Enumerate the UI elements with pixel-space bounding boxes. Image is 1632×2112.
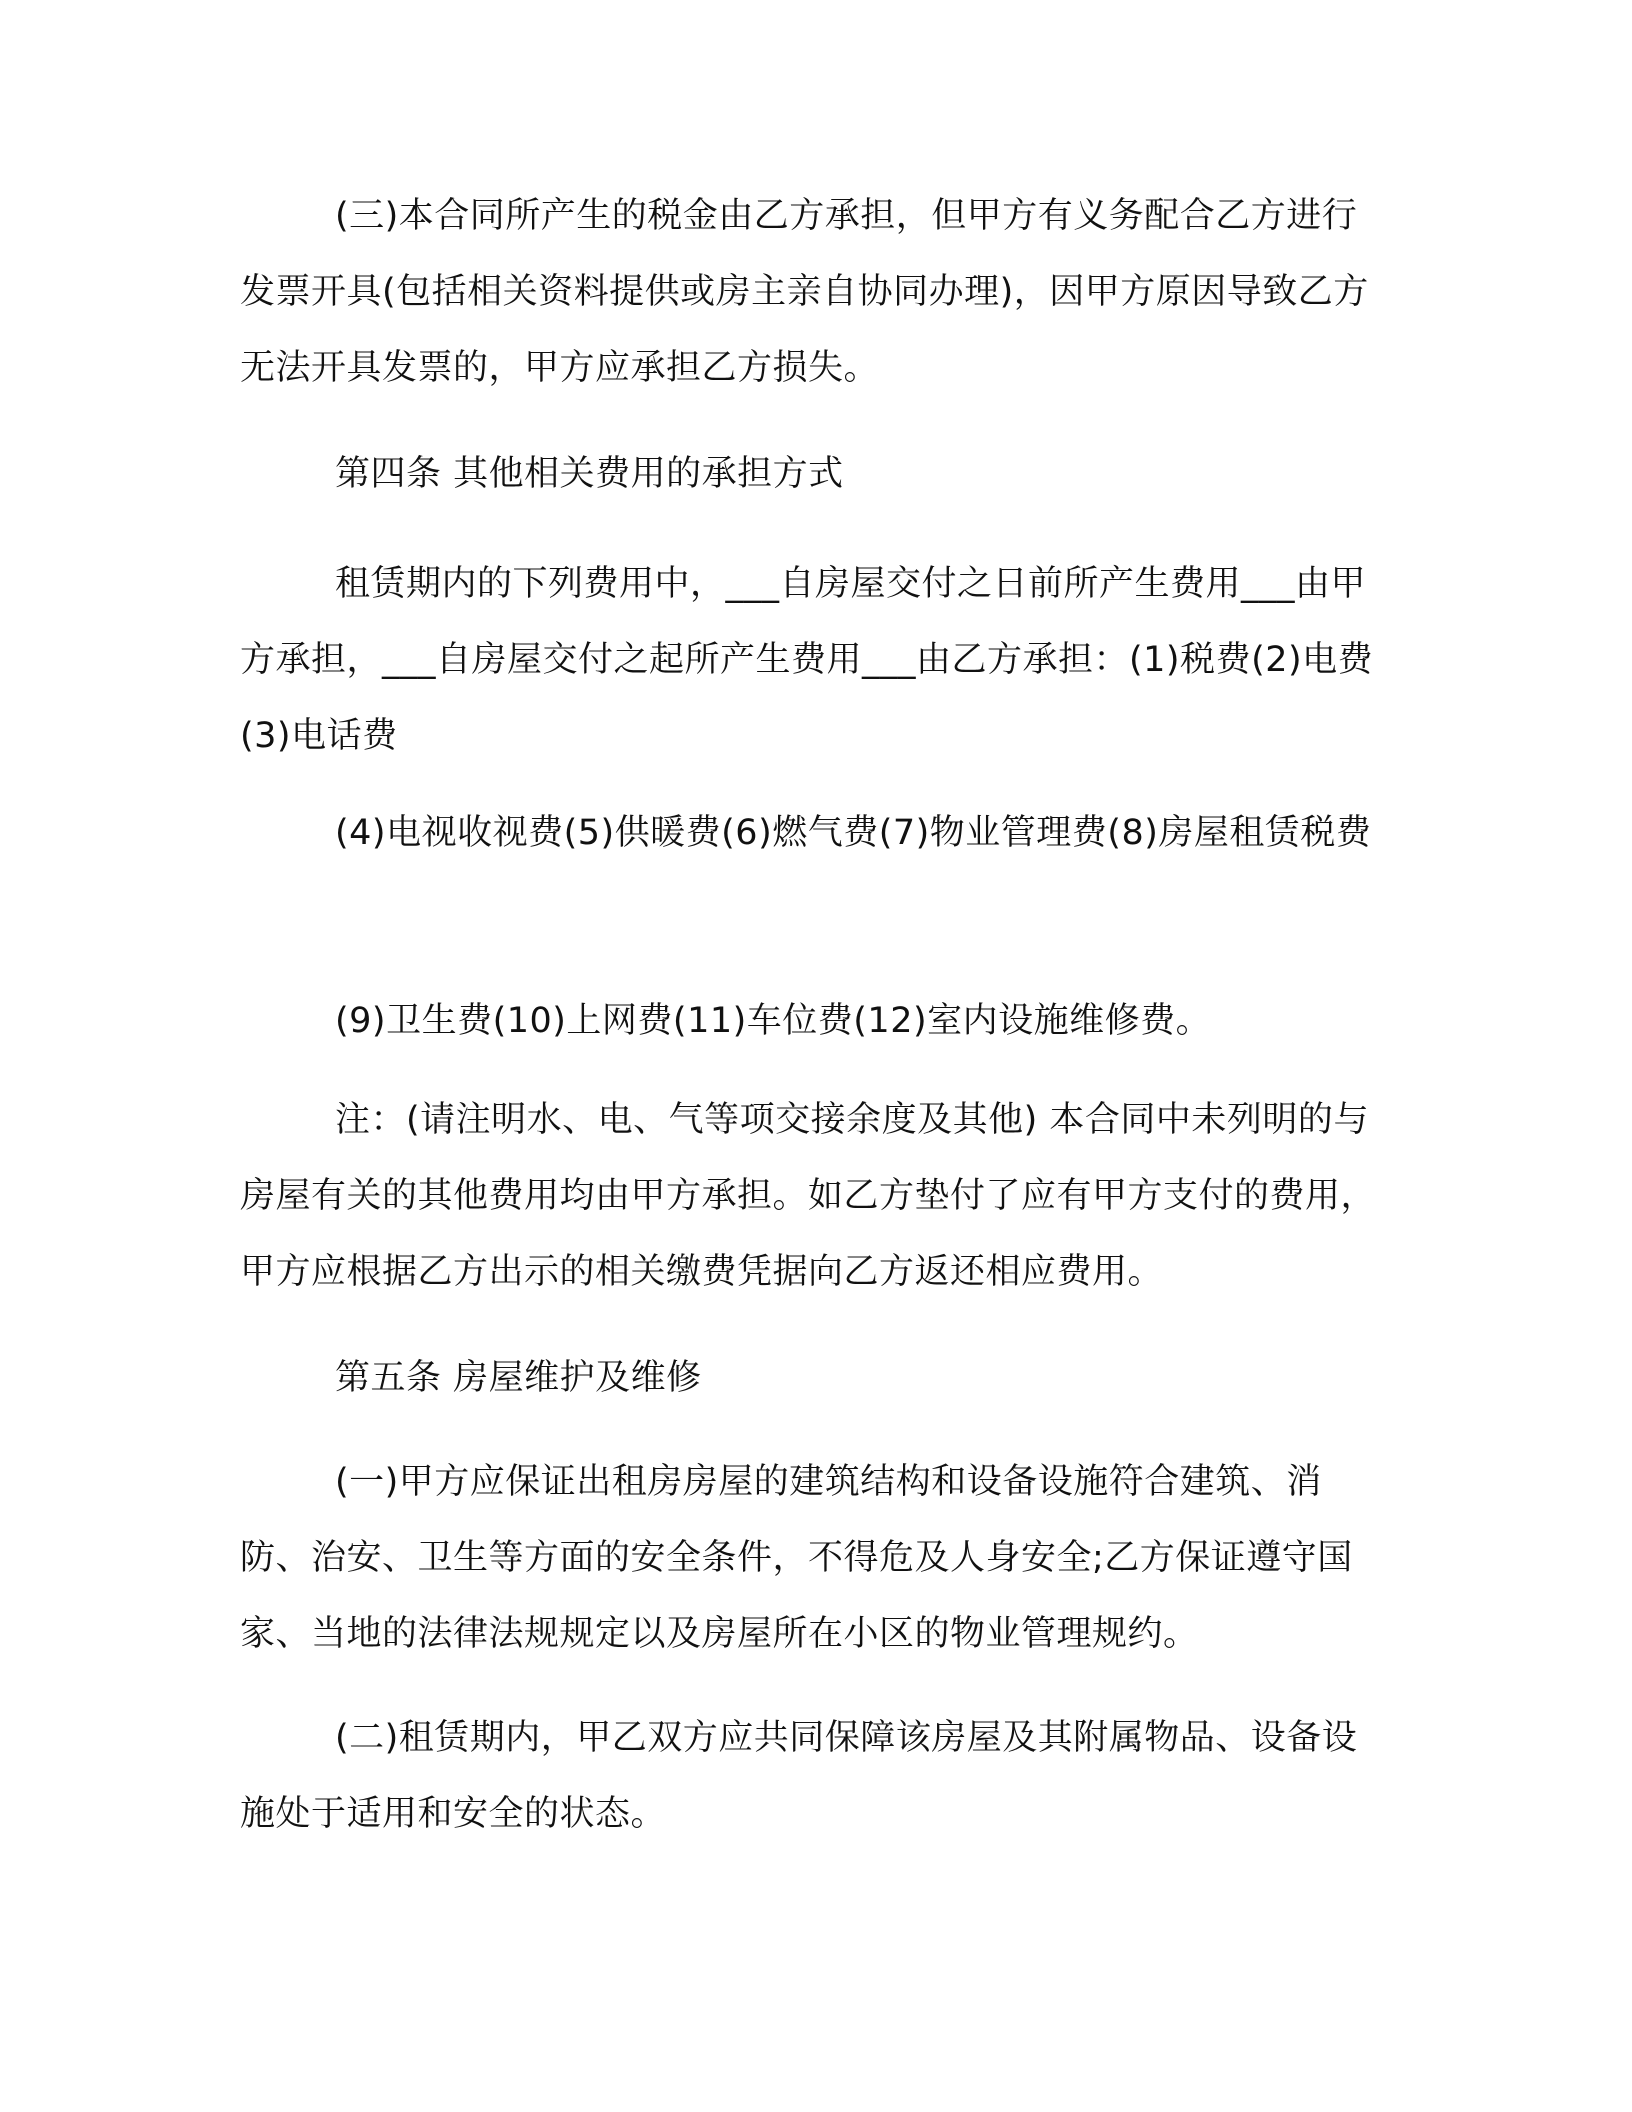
paragraph-safety-clause: (一)甲方应保证出租房房屋的建筑结构和设备设施符合建筑、消防、治安、卫生等方面的安全条件，不得危及人身安全;乙方保证遵守国家、当地的法律法规规定以及房屋所在小区的物业管理规约。 [240,1462,1353,1654]
paragraph-fee-responsibility: 租赁期内的下列费用中，___自房屋交付之日前所产生费用___由甲方承担，___自房屋交付之起所产生费用___由乙方承担：(1)税费(2)电费(3)电话费 [240,564,1374,756]
paragraph-note: 注：(请注明水、电、气等项交接余度及其他) 本合同中未列明的与房屋有关的其他费用均由甲方承担。如乙方垫付了应有甲方支付的费用，甲方应根据乙方出示的相关缴费凭据向乙方返还相应费用。 [240,1100,1377,1292]
paragraph-tax-clause: (三)本合同所产生的税金由乙方承担，但甲方有义务配合乙方进行发票开具(包括相关资料提供或房主亲自协同办理)，因甲方原因导致乙方无法开具发票的，甲方应承担乙方损失。 [240,196,1369,388]
paragraph-fee-list-3: (9)卫生费(10)上网费(11)车位费(12)室内设施维修费。 [335,1001,1212,1041]
paragraph-fee-list-2: (4)电视收视费(5)供暖费(6)燃气费(7)物业管理费(8)房屋租赁税费 [335,813,1372,853]
section-heading-article-5: 第五条 房屋维护及维修 [335,1358,702,1398]
paragraph-maintenance-clause: (二)租赁期内，甲乙双方应共同保障该房屋及其附属物品、设备设施处于适用和安全的状态。 [240,1718,1358,1834]
section-heading-article-4: 第四条 其他相关费用的承担方式 [335,454,844,494]
